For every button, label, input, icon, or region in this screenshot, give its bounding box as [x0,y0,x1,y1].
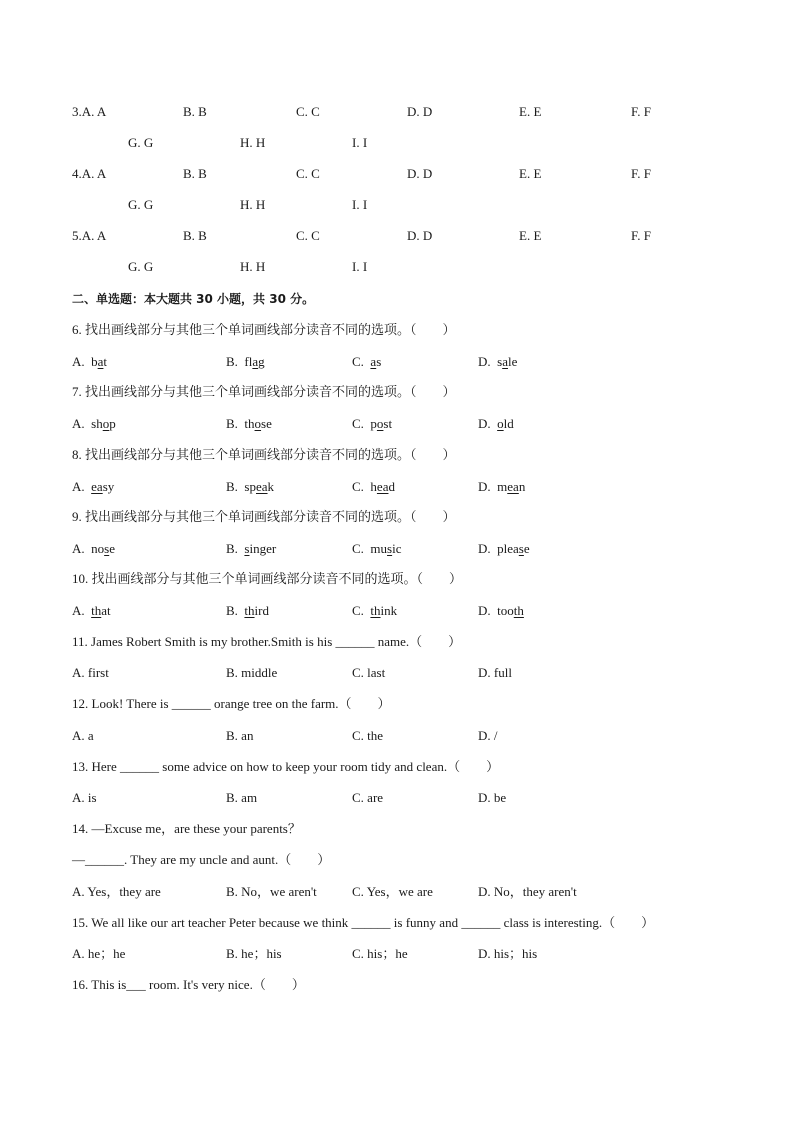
word-prefix: p [370,416,377,431]
option-label: E. E [519,166,542,181]
option-letter: B. [226,479,238,494]
option-a: A. first [72,665,109,680]
word-suffix: se [261,416,272,431]
underlined-letters: th [370,603,381,618]
option-letter: C. [352,479,364,494]
option-a [72,601,111,621]
option-b [226,352,265,372]
option-d [478,477,525,497]
option-c [352,414,392,434]
option-label: C. C [296,166,320,181]
option-d: D. his；his [478,946,538,961]
option-label: G. G [128,135,154,150]
underlined-letters: s [518,541,524,556]
option-text: A. A [81,104,107,119]
word-prefix: too [497,603,514,618]
option-b: B. he；his [226,946,282,961]
option-letter: A. [72,541,85,556]
option-a [72,477,114,497]
underlined-letters: a [97,354,104,369]
option-letter: C. [352,416,364,431]
option-text: A. A [81,228,107,243]
underlined-letters: ea [255,479,268,494]
option-label: D. D [407,104,433,119]
word-suffix: st [383,416,393,431]
underlined-letters: o [102,416,110,431]
word-suffix: g [258,354,265,369]
word-prefix: sh [91,416,103,431]
word-prefix: fl [244,354,253,369]
option-a [72,352,107,372]
option-c: C. are [352,790,384,805]
word-suffix: k [267,479,275,494]
option-label: I. I [352,259,368,274]
underlined-letters: s [387,541,393,556]
option-label: E. E [519,104,542,119]
option-b: B. No，we aren't [226,884,317,899]
word-suffix: e [109,541,115,556]
option-label: C. C [296,228,320,243]
question-stem: 7. 找出画线部分与其他三个单词画线部分读音不同的选项。（ ） [72,384,456,399]
word-suffix: ird [254,603,269,618]
option-letter: B. [226,603,238,618]
underlined-letters: s [244,541,250,556]
option-label [72,164,106,184]
question-stem: 8. 找出画线部分与其他三个单词画线部分读音不同的选项。（ ） [72,447,456,462]
option-label: D. D [407,228,433,243]
option-letter: A. [72,603,85,618]
option-label: B. B [183,166,207,181]
option-letter: D. [478,479,491,494]
word-prefix: mu [370,541,388,556]
underlined-letters: s [104,541,110,556]
option-label: C. C [296,104,320,119]
option-b: B. middle [226,665,278,680]
option-letter: B. [226,354,238,369]
underlined-letters: th [91,603,102,618]
word-suffix: le [507,354,518,369]
option-c: C. last [352,665,386,680]
word-prefix: h [370,479,377,494]
question-stem: 10. 找出画线部分与其他三个单词画线部分读音不同的选项。（ ） [72,571,463,586]
option-letter: A. [72,416,85,431]
word-prefix: plea [497,541,519,556]
option-b: B. an [226,728,254,743]
word-suffix: s [376,354,382,369]
underlined-letters: ea [91,479,103,494]
option-label [72,102,106,122]
option-label: H. H [240,197,266,212]
option-a: A. he；he [72,946,126,961]
option-label: B. B [183,228,207,243]
option-c: C. the [352,728,384,743]
option-label: B. B [183,104,207,119]
underlined-letters: th [513,603,524,618]
option-label: G. G [128,259,154,274]
option-label: I. I [352,197,368,212]
option-letter: C. [352,603,364,618]
option-d: D. be [478,790,507,805]
option-c [352,601,397,621]
question-stem: 9. 找出画线部分与其他三个单词画线部分读音不同的选项。（ ） [72,509,456,524]
option-b [226,539,276,559]
word-suffix: sy [102,479,115,494]
question-stem-continued: —______. They are my uncle and aunt.（ ） [72,852,331,867]
underlined-letters: a [502,354,508,369]
option-a [72,414,116,434]
option-b [226,601,269,621]
option-text: A. A [81,166,107,181]
option-label: I. I [352,135,368,150]
option-d [478,414,514,434]
word-suffix: t [103,354,108,369]
option-label [72,226,106,246]
option-a: A. a [72,728,94,743]
word-suffix: ld [503,416,514,431]
option-letter: D. [478,354,491,369]
underlined-letters: o [376,416,384,431]
question-number: 3. [72,104,82,119]
option-letter: C. [352,354,364,369]
option-letter: C. [352,541,364,556]
option-label: F. F [631,228,651,243]
option-d [478,539,530,559]
question-number: 5. [72,228,82,243]
option-c [352,352,381,372]
word-suffix: e [523,541,530,556]
word-suffix: d [388,479,395,494]
option-letter: D. [478,603,491,618]
option-b [226,477,274,497]
option-a [72,539,115,559]
word-suffix: inger [249,541,277,556]
question-number: 4. [72,166,82,181]
question-stem: 13. Here ______ some advice on how to keep your room tidy and clean.（ ） [72,759,500,774]
word-suffix: ic [392,541,402,556]
underlined-letters: a [252,354,259,369]
option-a: A. Yes，they are [72,884,161,899]
question-stem: 12. Look! There is ______ orange tree on the farm.（ ） [72,696,391,711]
word-suffix: ink [380,603,398,618]
option-c: C. his；he [352,946,408,961]
word-prefix: m [497,479,508,494]
option-letter: A. [72,479,85,494]
option-d: D. No，they aren't [478,884,577,899]
question-stem: 14. —Excuse me，are these your parents？ [72,821,301,836]
option-label: H. H [240,135,266,150]
word-prefix: th [244,416,255,431]
option-letter: D. [478,416,491,431]
question-stem: 16. This is___ room. It's very nice.（ ） [72,977,305,992]
word-suffix: at [101,603,111,618]
option-a: A. is [72,790,97,805]
option-label: G. G [128,197,154,212]
question-stem: 11. James Robert Smith is my brother.Smith is his ______ name.（ ） [72,634,462,649]
option-d: D. full [478,665,512,680]
underlined-letters: o [254,416,262,431]
word-prefix: b [91,354,98,369]
option-b: B. am [226,790,258,805]
option-letter: D. [478,541,491,556]
question-stem: 15. We all like our art teacher Peter because we think ______ is funny and ______ class is interesting.（ ） [72,915,655,930]
option-label: F. F [631,104,651,119]
option-letter: A. [72,354,85,369]
word-suffix: n [518,479,526,494]
option-c [352,477,395,497]
underlined-letters: ea [376,479,389,494]
option-d: D. / [478,728,498,743]
word-prefix: no [91,541,105,556]
option-c: C. Yes，we are [352,884,433,899]
option-label: F. F [631,166,651,181]
option-d [478,352,517,372]
option-d [478,601,524,621]
option-letter: B. [226,416,238,431]
word-suffix: p [109,416,116,431]
word-prefix: s [497,354,503,369]
section-heading: 二、单选题：本大题共 30 小题，共 30 分。 [72,292,315,306]
option-letter: B. [226,541,238,556]
underlined-letters: a [370,354,377,369]
option-b [226,414,272,434]
option-c [352,539,402,559]
question-stem: 6. 找出画线部分与其他三个单词画线部分读音不同的选项。（ ） [72,322,456,337]
underlined-letters: th [244,603,255,618]
underlined-letters: ea [507,479,519,494]
word-prefix: sp [244,479,256,494]
option-label: D. D [407,166,433,181]
underlined-letters: o [497,416,504,431]
option-label: H. H [240,259,266,274]
option-label: E. E [519,228,542,243]
